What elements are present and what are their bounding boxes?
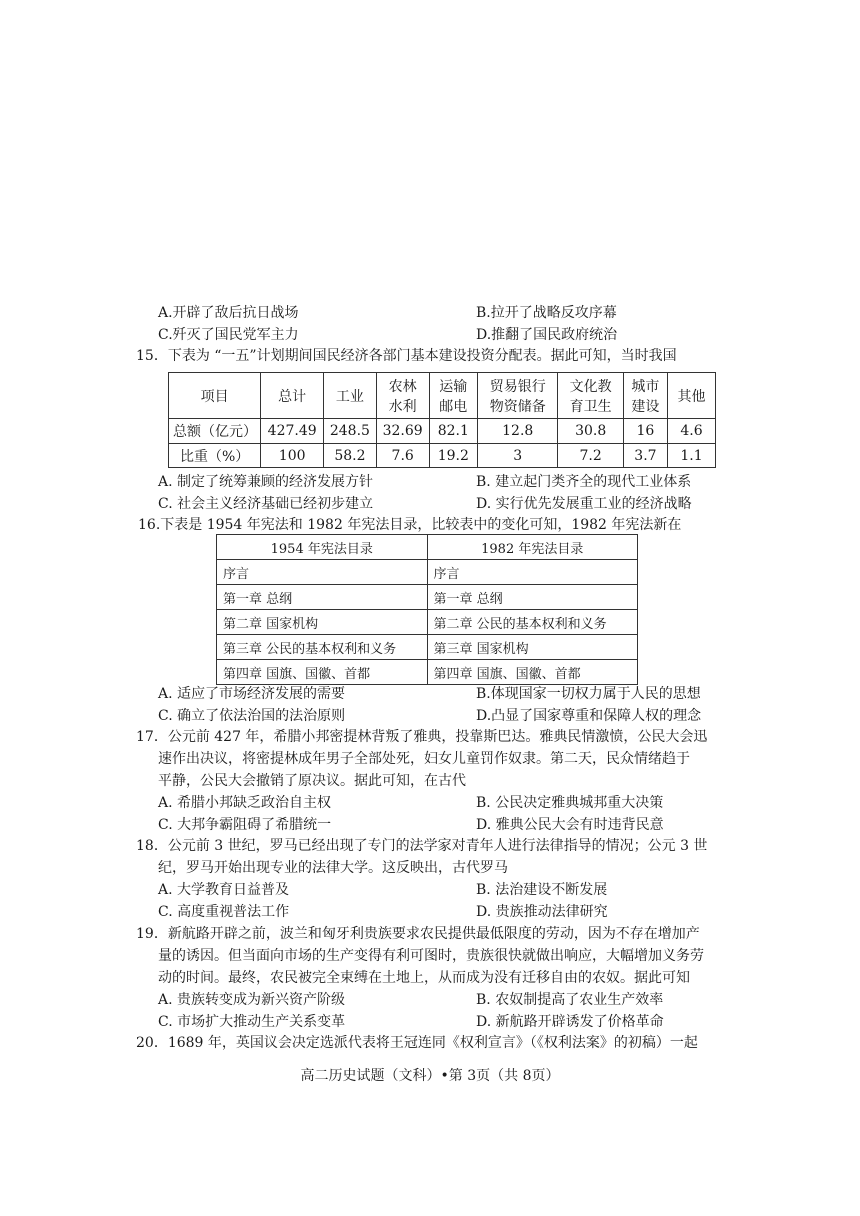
- q15-cell: 16: [623, 419, 667, 444]
- q19-option-c: C. 市场扩大推动生产关系变革: [158, 1014, 346, 1030]
- q15-header-cell: 工业: [324, 373, 377, 419]
- q15-header-cell: 运输 邮电: [429, 373, 477, 419]
- q15-header-cell: 农林 水利: [376, 373, 429, 419]
- q17-stem-line: 17．公元前 427 年，希腊小邦密提林背叛了雅典，投靠斯巴达。雅典民情激愤，公民大会迅: [136, 729, 708, 745]
- q14-option-a: A.开辟了敌后抗日战场: [158, 305, 299, 321]
- q16-option-a: A. 适应了市场经济发展的需要: [158, 686, 346, 702]
- q16-cell: 第一章 总纲: [427, 585, 638, 610]
- q15-cell: 12.8: [478, 419, 558, 444]
- q14-option-d: D.推翻了国民政府统治: [476, 327, 618, 343]
- q15-cell: 比重（%）: [169, 444, 261, 468]
- q15-cell: 7.6: [376, 444, 429, 468]
- q15-option-c: C. 社会主义经济基础已经初步建立: [158, 496, 374, 512]
- q15-cell: 4.6: [668, 419, 716, 444]
- q18-stem-line: 纪，罗马开始出现专业的法律大学。这反映出，古代罗马: [158, 860, 508, 876]
- q16-row: [217, 610, 638, 635]
- q16-constitution-table: [216, 534, 638, 685]
- q14-option-b: B.拉开了战略反攻序幕: [476, 305, 617, 321]
- q18-option-d: D. 贵族推动法律研究: [476, 904, 608, 920]
- q15-header-cell: 贸易银行 物资储备: [478, 373, 558, 419]
- q15-header-row: [169, 373, 716, 419]
- q19-stem-line: 动的时间。最终，农民被完全束缚在土地上，从而成为没有迁移自由的农奴。据此可知: [158, 970, 690, 986]
- q16-cell: 第二章 国家机构: [217, 610, 428, 635]
- q18-option-b: B. 法治建设不断发展: [476, 882, 608, 898]
- q16-cell: 第四章 国旗、国徽、首都: [427, 660, 638, 685]
- q16-row: [217, 560, 638, 585]
- q17-stem-line: 速作出决议，将密提林成年男子全部处死，妇女儿童罚作奴隶。第二天，民众情绪趋于: [158, 751, 690, 767]
- q16-cell: 第三章 国家机构: [427, 635, 638, 660]
- q15-cell: 总额（亿元）: [169, 419, 261, 444]
- q16-cell: 第四章 国旗、国徽、首都: [217, 660, 428, 685]
- q15-cell: 3.7: [623, 444, 667, 468]
- q15-cell: 19.2: [429, 444, 477, 468]
- q16-option-d: D.凸显了国家尊重和保障人权的理念: [476, 708, 702, 724]
- q18-option-a: A. 大学教育日益普及: [158, 882, 290, 898]
- q15-cell: 248.5: [324, 419, 377, 444]
- q16-cell: 序言: [217, 560, 428, 585]
- q16-option-b: B.体现国家一切权力属于人民的思想: [476, 686, 701, 702]
- q18-option-c: C. 高度重视普法工作: [158, 904, 290, 920]
- q15-header-cell: 其他: [668, 373, 716, 419]
- q15-cell: 427.49: [261, 419, 324, 444]
- q15-header-cell: 项目: [169, 373, 261, 419]
- q15-header-cell: 总计: [261, 373, 324, 419]
- q15-cell: 7.2: [558, 444, 623, 468]
- q16-header-row: [217, 535, 638, 560]
- page-footer: 高二历史试题（文科）•第 3页（共 8页）: [300, 1068, 560, 1084]
- q15-investment-table: [168, 372, 716, 468]
- q16-cell: 第三章 公民的基本权利和义务: [217, 635, 428, 660]
- q19-option-b: B. 农奴制提高了农业生产效率: [476, 992, 664, 1008]
- q20-stem-line: 20．1689 年，英国议会决定选派代表将王冠连同《权利宣言》（《权利法案》的初稿）一起: [136, 1035, 698, 1051]
- q19-option-d: D. 新航路开辟诱发了价格革命: [476, 1014, 664, 1030]
- q15-cell: 1.1: [668, 444, 716, 468]
- q15-cell: 58.2: [324, 444, 377, 468]
- q14-option-c: C.歼灭了国民党军主力: [158, 327, 299, 343]
- q16-row: [217, 585, 638, 610]
- q17-option-c: C. 大邦争霸阻碍了希腊统一: [158, 817, 332, 833]
- q16-row: [217, 635, 638, 660]
- q16-stem: 16.下表是 1954 年宪法和 1982 年宪法目录，比较表中的变化可知，1982 年宪法新在: [138, 517, 682, 533]
- q15-stem: 15．下表为 “一五”计划期间国民经济各部门基本建设投资分配表。据此可知，当时我国: [136, 348, 677, 364]
- q16-row: [217, 660, 638, 685]
- q16-header-cell: 1982 年宪法目录: [427, 535, 638, 560]
- q15-header-cell: 文化教 育卫生: [558, 373, 623, 419]
- q16-header-cell: 1954 年宪法目录: [217, 535, 428, 560]
- q15-cell: 82.1: [429, 419, 477, 444]
- q16-cell: 第一章 总纲: [217, 585, 428, 610]
- q15-option-b: B. 建立起门类齐全的现代工业体系: [476, 474, 692, 490]
- q18-stem-line: 18．公元前 3 世纪，罗马已经出现了专门的法学家对青年人进行法律指导的情况；公元 3 世: [136, 838, 708, 854]
- q15-header-cell: 城市 建设: [623, 373, 667, 419]
- q16-cell: 第二章 公民的基本权利和义务: [427, 610, 638, 635]
- q17-stem-line: 平静，公民大会撤销了原决议。据此可知，在古代: [158, 773, 466, 789]
- q19-stem-line: 19．新航路开辟之前，波兰和匈牙利贵族要求农民提供最低限度的劳动，因为不存在增加产: [136, 926, 700, 942]
- q15-row-share: [169, 444, 716, 468]
- q15-cell: 30.8: [558, 419, 623, 444]
- q17-option-b: B. 公民决定雅典城邦重大决策: [476, 795, 664, 811]
- q15-option-d: D. 实行优先发展重工业的经济战略: [476, 496, 692, 512]
- q15-row-amount: [169, 419, 716, 444]
- q15-option-a: A. 制定了统筹兼顾的经济发展方针: [158, 474, 374, 490]
- q19-option-a: A. 贵族转变成为新兴资产阶级: [158, 992, 346, 1008]
- q16-option-c: C. 确立了依法治国的法治原则: [158, 708, 346, 724]
- q17-option-a: A. 希腊小邦缺乏政治自主权: [158, 795, 332, 811]
- q15-cell: 100: [261, 444, 324, 468]
- q19-stem-line: 量的诱因。但当面向市场的生产变得有利可图时，贵族很快就做出响应，大幅增加义务劳: [158, 948, 704, 964]
- q17-option-d: D. 雅典公民大会有时违背民意: [476, 817, 664, 833]
- q16-cell: 序言: [427, 560, 638, 585]
- q15-cell: 32.69: [376, 419, 429, 444]
- q15-cell: 3: [478, 444, 558, 468]
